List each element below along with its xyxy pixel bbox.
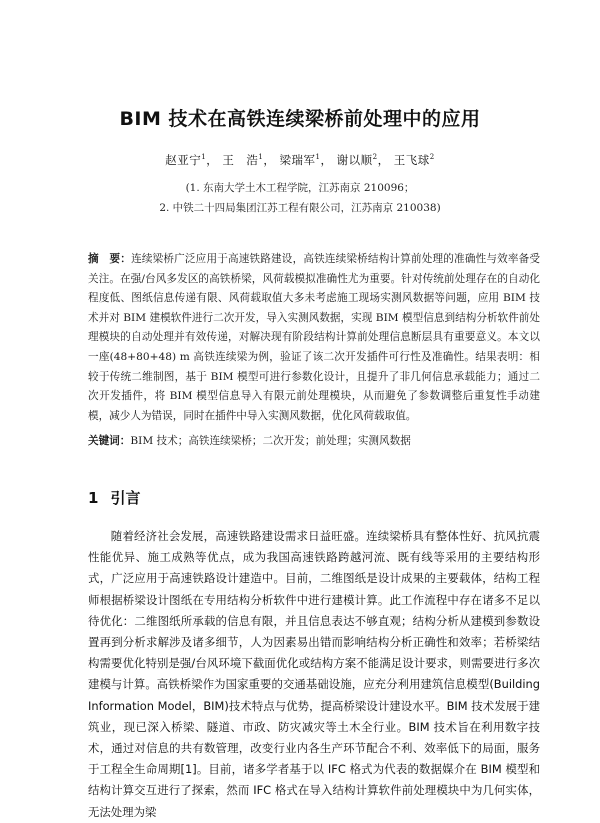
- author-name: 谢以顺: [336, 153, 373, 167]
- author-affil-mark: 1: [201, 153, 207, 162]
- body-paragraph: 随着经济社会发展，高速铁路建设需求日益旺盛。连续梁桥具有整体性好、抗风抗震性能优异、施工成熟等优点，成为我国高速铁路跨越河流、既有线等采用的主要结构形式，广泛应用于高速铁路设计建造中。目前，二维图纸是设计成果的主要载体，结构工程师根据桥梁设计图纸在专用结构分析软件中进行建模计算。此工作流程中存在诸多不足以待优化：二维图纸所承载的信息有限，并且信息表达不够直观；结构分析从建模到参数设置再到分析求解涉及诸多细节，人为因素易出错而影响结构分析正确性和效率；若桥梁结构需要优化特别是强/台风环境下截面优化或结构方案不能满足设计要求，则需要进行多次建模与计算。高铁桥梁作为国家重要的交通基础设施，应充分利用建筑信息模型(Building Information Model，BIM)技术特点与优势，提高桥梁设计建设水平。BIM 技术发展于建筑业，现已深入桥梁、隧道、市政、防灾减灾等土木全行业。BIM 技术旨在利用数字技术，通过对信息的共有数管理，改变行业内各生产环节配合不利、效率低下的局面，服务于工程全生命周期[1]。目前，诸多学者基于以 IFC 格式为代表的数据媒介在 BIM 模型和结构计算交互进行了探索，然而 IFC 格式在导入结构计算软件前处理模块中为几何实体，无法处理为梁: [88, 529, 540, 819]
- author-affil-mark: 1: [315, 153, 321, 162]
- affiliation-2: 2. 中铁二十四局集团江苏工程有限公司，江苏南京 210038): [159, 202, 441, 214]
- keywords-label: 关键词：: [88, 435, 131, 447]
- author-affil-mark: 2: [429, 153, 435, 162]
- section-title: 引言: [110, 489, 141, 507]
- author-affil-mark: 1: [258, 153, 264, 162]
- abstract-text: 连续梁桥广泛应用于高速铁路建设，高铁连续梁桥结构计算前处理的准确性与效率备受关注。在强/台风多发区的高铁桥梁，风荷载模拟准确性尤为重要。针对传统前处理存在的自动化程度低、图纸信息传递有限、风荷载取值大多未考虑施工现场实测风数据等问题，应用 BIM 技术并对 BIM 建模软件进行二次开发，导入实测风数据，实现 BIM 模型信息到结构分析软件前处理模块的自动处理并有效传递，对解决现有阶段结构计算前处理信息断层具有重要意义。本文以一座(48+80+48) m 高铁连续梁为例，验证了该二次开发插件可行性及准确性。结果表明：相较于传统二维制图，基于 BIM 模型可进行参数化设计，且提升了非几何信息承载能力；通过二次开发插件，将 BIM 模型信息导入有限元前处理模块，从而避免了参数调整后重复性手动建模，减少人为错误，同时在插件中导入实测风数据，优化风荷载取值。: [88, 253, 541, 422]
- author-list: 赵亚宁$^1$， 王 浩$^1$， 梁瑞军$^1$， 谢以顺$^2$， 王飞球$^2$: [165, 153, 435, 167]
- author-name: 梁瑞军: [279, 153, 316, 167]
- paper-title: BIM 技术在高铁连续梁桥前处理中的应用: [119, 108, 481, 130]
- keywords-text: BIM 技术；高铁连续梁桥；二次开发；前处理；实测风数据: [130, 435, 411, 447]
- keywords: [88, 432, 540, 451]
- affiliation-1: (1. 东南大学土木工程学院，江苏南京 210096；: [185, 182, 415, 194]
- author-name: 赵亚宁: [165, 153, 202, 167]
- author-affil-mark: 2: [372, 153, 378, 162]
- author-name: 王 浩: [222, 153, 259, 167]
- section-number: 1: [88, 489, 99, 507]
- abstract: [88, 250, 540, 426]
- author-name: 王飞球: [393, 153, 430, 167]
- section-heading: [88, 487, 140, 508]
- abstract-label: 摘 要：: [88, 253, 132, 265]
